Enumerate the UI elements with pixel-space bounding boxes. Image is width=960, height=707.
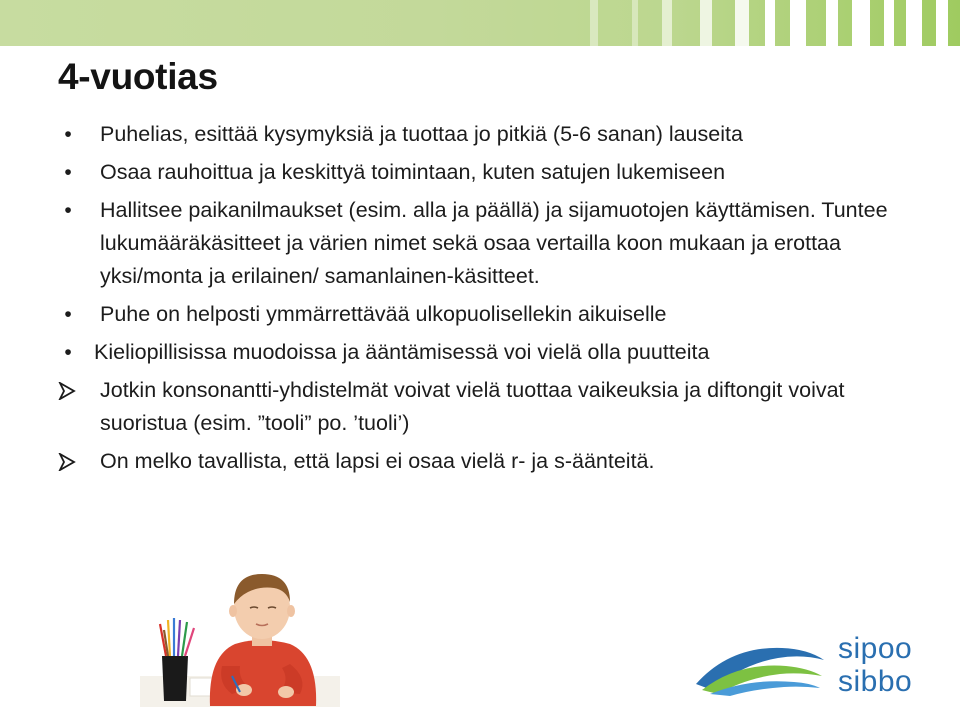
bullet-dot-icon: • [64,303,72,326]
list-item [58,445,908,478]
bullet-list [58,118,908,483]
child-drawing-photo [140,556,340,707]
list-item [58,298,908,331]
arrowhead-bullet-icon [58,453,76,471]
list-item-text: Hallitsee paikanilmaukset (esim. alla ja päällä) ja sijamuotojen käyttämisen. Tuntee lukumääräkäsitteet ja värien nimet sekä osaa vertailla koon mukaan ja erottaa yksi/monta ja erilainen/ samanlainen-käsitteet. [100,198,888,288]
sipoo-wave-logo-icon [690,632,830,698]
list-item [58,374,908,440]
top-banner [0,0,960,46]
bullet-dot-icon: • [64,199,72,222]
list-item [58,156,908,189]
bullet-dot-icon: • [64,161,72,184]
arrowhead-bullet-icon [58,382,76,400]
bullet-dot-icon: • [64,341,72,364]
list-item [58,118,908,151]
slide-title: 4-vuotias [58,56,218,97]
list-item [58,336,908,369]
list-item [58,194,908,293]
list-item-text: Puhe on helposti ymmärrettävää ulkopuolisellekin aikuiselle [100,302,667,326]
list-item-text: On melko tavallista, että lapsi ei osaa vielä r- ja s-äänteitä. [100,449,655,473]
list-item-text: Kieliopillisissa muodoissa ja ääntämisessä voi vielä olla puutteita [94,340,710,364]
logo-text-sibbo: sibbo [838,665,913,698]
list-item-text: Puhelias, esittää kysymyksiä ja tuottaa jo pitkiä (5-6 sanan) lauseita [100,122,743,146]
bullet-dot-icon: • [64,123,72,146]
logo-text-sipoo: sipoo [838,632,913,665]
list-item-text: Jotkin konsonantti-yhdistelmät voivat vielä tuottaa vaikeuksia ja diftongit voivat suoristua (esim. ”tooli” po. ’tuoli’) [100,378,845,435]
list-item-text: Osaa rauhoittua ja keskittyä toimintaan, kuten satujen lukemiseen [100,160,726,184]
